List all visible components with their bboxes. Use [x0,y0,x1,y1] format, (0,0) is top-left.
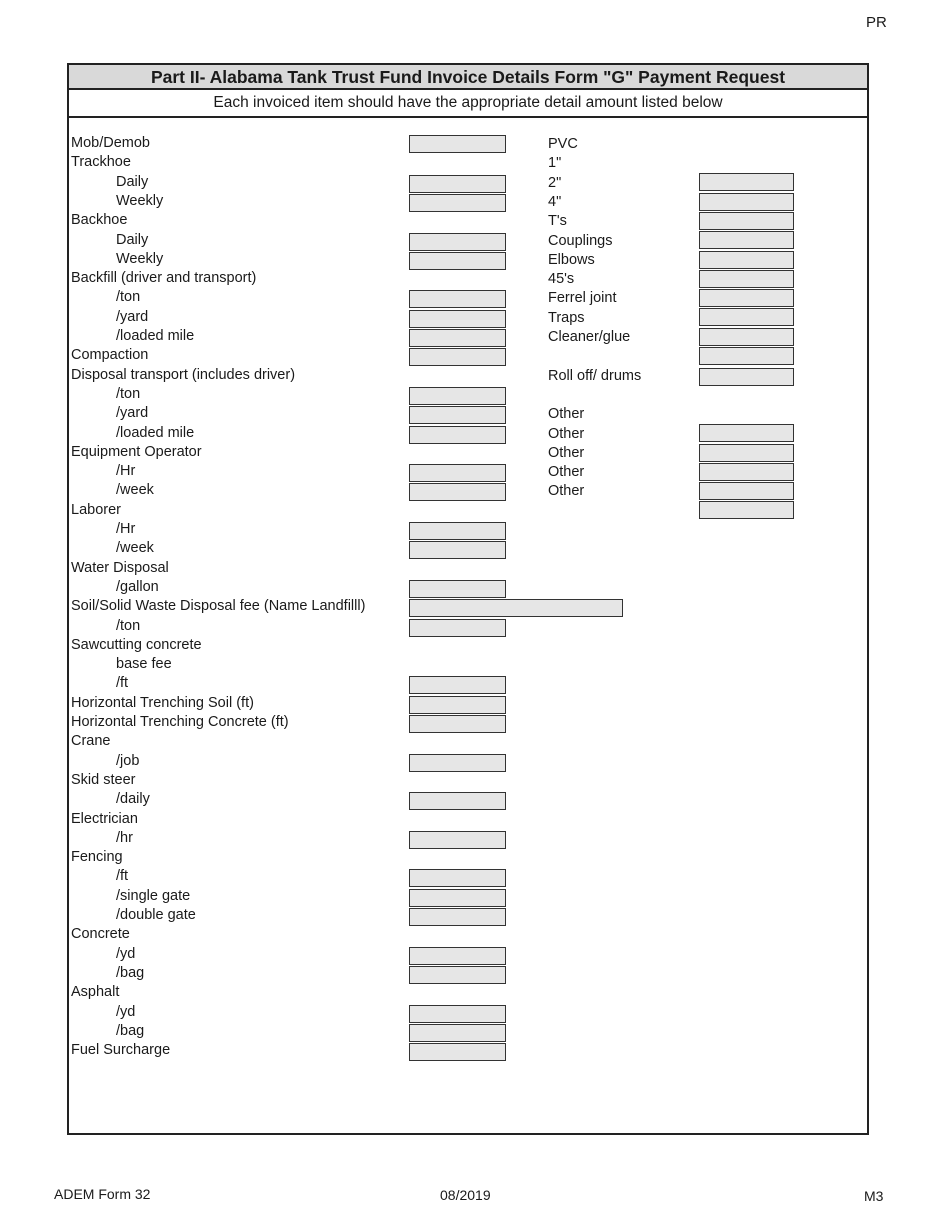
left-item-label: Electrician [71,810,138,827]
amount-input-box[interactable] [699,212,794,230]
left-item-label: /ft [116,868,129,885]
left-item-label: Soil/Solid Waste Disposal fee (Name Landfilll) [71,598,366,615]
left-item-label: /bag [116,964,145,981]
left-item-label: Asphalt [71,984,120,1001]
left-item-label: Equipment Operator [71,443,202,460]
left-item-label: /yd [116,1003,136,1020]
right-item-label: 4" [548,193,562,210]
amount-input-box[interactable] [699,173,794,191]
amount-input-box[interactable] [699,482,794,500]
amount-input-box[interactable] [699,328,794,346]
amount-input-box[interactable] [409,1024,506,1042]
left-item-label: base fee [116,656,172,673]
footer-form-name: ADEM Form 32 [54,1186,151,1202]
right-item-label: Cleaner/glue [548,329,631,345]
amount-input-box[interactable] [409,966,506,984]
amount-input-box[interactable] [409,426,506,444]
left-item-label: /yd [116,945,136,962]
right-item-label: Couplings [548,232,613,249]
left-item-label: Fencing [71,849,123,866]
amount-input-box[interactable] [699,289,794,307]
amount-input-box[interactable] [409,348,506,366]
amount-input-box[interactable] [409,676,506,694]
amount-input-box[interactable] [409,889,506,907]
amount-input-box[interactable] [409,754,506,772]
left-item-label: Horizontal Trenching Concrete (ft) [71,714,289,730]
left-item-label: Water Disposal [71,559,169,576]
left-item-label: Daily [116,173,149,190]
right-item-label: 2" [548,174,562,191]
right-item-label: Other [548,425,585,442]
amount-input-box[interactable] [409,406,506,424]
left-item-label: /ton [116,617,141,634]
footer-date: 08/2019 [440,1187,491,1203]
right-item-label: Ferrel joint [548,290,617,307]
left-item-label: Weekly [116,192,164,209]
amount-input-box[interactable] [409,233,506,251]
left-item-label: /gallon [116,578,159,595]
amount-input-box[interactable] [409,290,506,308]
amount-input-box[interactable] [699,347,794,365]
left-item-label: /loaded mile [116,328,195,344]
amount-input-box[interactable] [409,387,506,405]
left-item-label: Disposal transport (includes driver) [71,366,296,383]
amount-input-box[interactable] [699,368,794,386]
amount-input-box[interactable] [409,175,506,193]
left-item-label: Sawcutting concrete [71,636,202,653]
left-item-label: /job [116,752,140,769]
amount-input-box[interactable] [409,715,506,733]
amount-input-box[interactable] [699,308,794,326]
left-item-label: /ton [116,385,141,402]
amount-input-box[interactable] [409,1005,506,1023]
amount-input-box[interactable] [699,270,794,288]
amount-input-box[interactable] [409,831,506,849]
amount-input-box[interactable] [409,483,506,501]
amount-input-box[interactable] [699,193,794,211]
left-item-label: Backfill (driver and transport) [71,270,257,287]
amount-input-box[interactable] [409,1043,506,1061]
left-item-label: Crane [71,733,111,750]
left-item-label: /bag [116,1022,145,1039]
form-title: Part II- Alabama Tank Trust Fund Invoice Details Form "G" Payment Request [69,65,867,90]
left-item-label: Skid steer [71,771,136,788]
amount-input-box[interactable] [699,463,794,481]
amount-input-box[interactable] [699,251,794,269]
amount-input-box[interactable] [409,599,623,617]
amount-input-box[interactable] [699,231,794,249]
right-item-label: Other [548,464,585,481]
amount-input-box[interactable] [409,252,506,270]
left-item-label: Weekly [116,250,164,267]
left-item-label: Concrete [71,926,130,943]
left-item-label: /ton [116,289,141,306]
left-item-label: /week [116,540,154,557]
amount-input-box[interactable] [409,580,506,598]
left-item-label: /yard [116,308,149,325]
amount-input-box[interactable] [699,424,794,442]
left-item-label: Horizontal Trenching Soil (ft) [71,694,254,711]
left-item-label: Mob/Demob [71,135,150,151]
left-item-label: /Hr [116,463,136,480]
right-item-label: Other [548,483,585,500]
amount-input-box[interactable] [409,464,506,482]
left-item-label: /yard [116,405,149,422]
right-item-label: Roll off/ drums [548,367,642,384]
left-item-label: /hr [116,829,133,846]
footer-code: M3 [864,1188,884,1204]
right-item-label: T's [548,213,567,230]
amount-input-box[interactable] [409,135,506,153]
left-item-label: /ft [116,675,129,692]
left-item-label: /loaded mile [116,424,195,441]
left-item-label: /week [116,482,154,499]
amount-input-box[interactable] [409,329,506,347]
form-subtitle: Each invoiced item should have the appropriate detail amount listed below [69,90,867,118]
amount-input-box[interactable] [409,541,506,559]
amount-input-box[interactable] [409,194,506,212]
amount-input-box[interactable] [699,444,794,462]
left-item-label: Backhoe [71,212,128,229]
amount-input-box[interactable] [409,869,506,887]
page-corner-label: PR [866,14,887,31]
left-item-label: Trackhoe [71,154,131,171]
amount-input-box[interactable] [409,696,506,714]
amount-input-box[interactable] [409,310,506,328]
amount-input-box[interactable] [409,792,506,810]
amount-input-box[interactable] [409,908,506,926]
amount-input-box[interactable] [699,501,794,519]
right-item-label: Elbows [548,251,595,268]
right-item-label: PVC [548,136,578,152]
left-item-label: Daily [116,231,149,248]
left-item-label: /daily [116,791,150,808]
amount-input-box[interactable] [409,947,506,965]
amount-input-box[interactable] [409,522,506,540]
left-item-label: Laborer [71,501,121,518]
left-item-label: Fuel Surcharge [71,1042,171,1059]
right-item-label: Traps [548,309,585,326]
left-item-label: /Hr [116,521,136,537]
right-item-label: 1" [548,155,562,172]
left-item-label: Compaction [71,347,149,364]
right-item-label: 45's [548,271,575,288]
amount-input-box[interactable] [409,619,506,637]
left-item-label: /double gate [116,907,196,923]
right-item-label: Other [548,444,585,461]
right-item-label: Other [548,406,585,423]
left-item-label: /single gate [116,887,191,904]
